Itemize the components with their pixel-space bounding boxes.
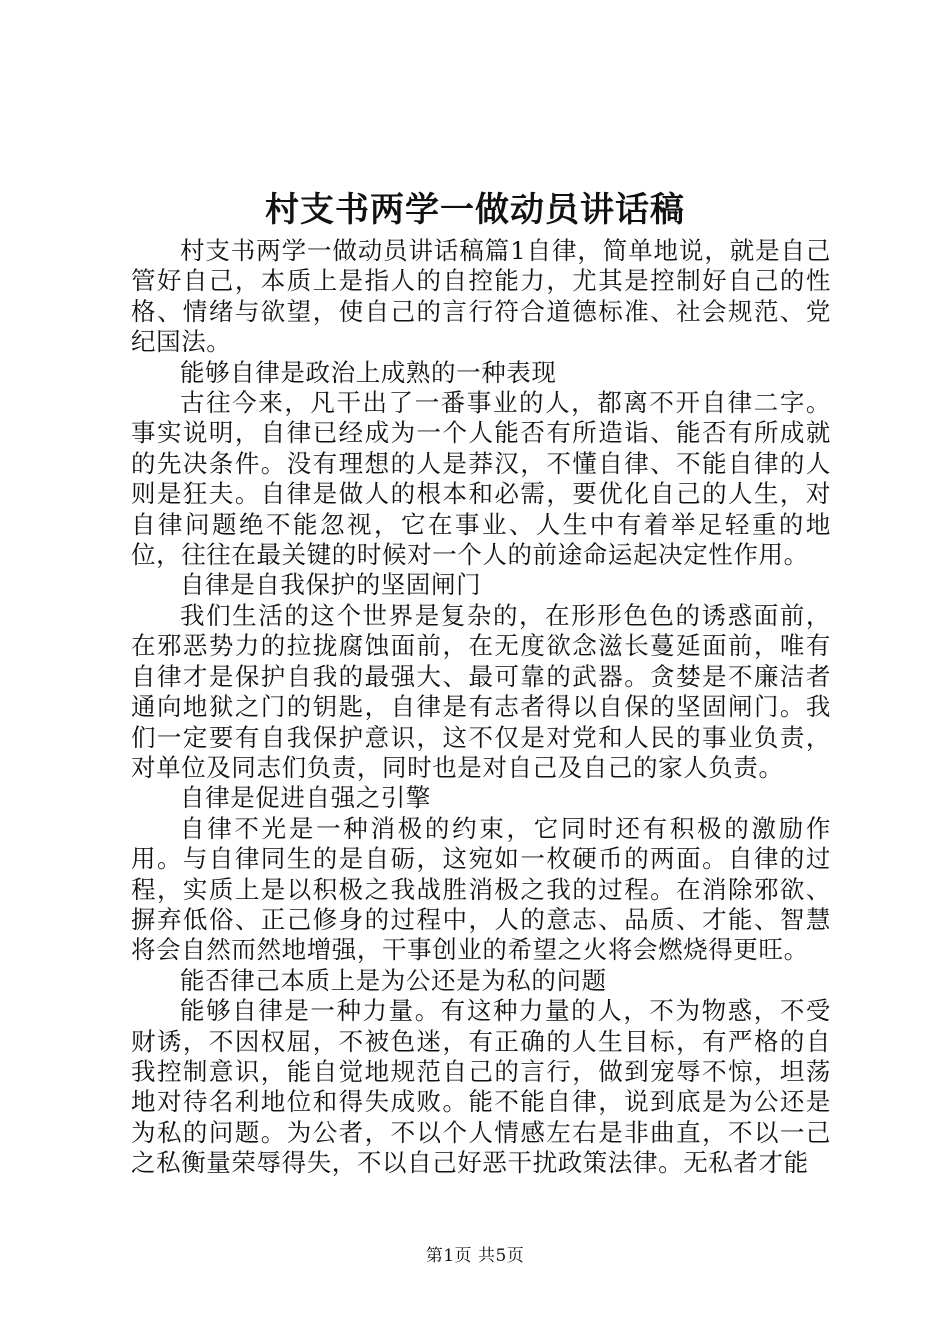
section-heading: 自律是促进自强之引擎 <box>180 783 431 813</box>
section-heading: 能够自律是政治上成熟的一种表现 <box>180 357 557 387</box>
page-number-footer: 第1页 共5页 <box>425 1246 525 1266</box>
section-heading: 能否律己本质上是为公还是为私的问题 <box>180 965 607 995</box>
paragraph: 我们生活的这个世界是复杂的，在形形色色的诱惑面前，在邪恶势力的拉拢腐蚀面前，在无度欲念滋长蔓延面前，唯有自律才是保护自我的最强大、最可靠的武器。贪婪是不廉洁者通向地狱之门的钥匙，自律是有志者得以自保的坚固闸门。我们一定要有自我保护意识，这不仅是对党和人民的事业负责，对单位及同志们负责，同时也是对自己及自己的家人负责。 <box>131 600 831 782</box>
paragraph: 村支书两学一做动员讲话稿篇1自律，简单地说，就是自己管好自己，本质上是指人的自控能力，尤其是控制好自己的性格、情绪与欲望，使自己的言行符合道德标准、社会规范、党纪国法。 <box>131 236 831 357</box>
paragraph: 古往今来，凡干出了一番事业的人，都离不开自律二字。事实说明，自律已经成为一个人能否有所造诣、能否有所成就的先决条件。没有理想的人是莽汉，不懂自律、不能自律的人则是狂夫。自律是做人的根本和必需，要优化自己的人生，对自律问题绝不能忽视，它在事业、人生中有着举足轻重的地位，往往在最关键的时候对一个人的前途命运起决定性作用。 <box>131 388 831 570</box>
paragraph: 自律不光是一种消极的约束，它同时还有积极的激励作用。与自律同生的是自砺，这宛如一枚硬币的两面。自律的过程，实质上是以积极之我战胜消极之我的过程。在消除邪欲、摒弃低俗、正己修身的过程中，人的意志、品质、才能、智慧将会自然而然地增强，干事创业的希望之火将会燃烧得更旺。 <box>131 813 831 965</box>
paragraph: 能够自律是一种力量。有这种力量的人，不为物惑，不受财诱，不因权屈，不被色迷，有正确的人生目标，有严格的自我控制意识，能自觉地规范自己的言行，做到宠辱不惊，坦荡地对待名利地位和得失成败。能不能自律，说到底是为公还是为私的问题。为公者，不以个人情感左右是非曲直，不以一己之私衡量荣辱得失，不以自己好恶干扰政策法律。无私者才能 <box>131 996 831 1178</box>
document-body <box>131 236 831 1179</box>
section-heading: 自律是自我保护的坚固闸门 <box>180 570 482 600</box>
page-title: 村支书两学一做动员讲话稿 <box>265 190 685 230</box>
